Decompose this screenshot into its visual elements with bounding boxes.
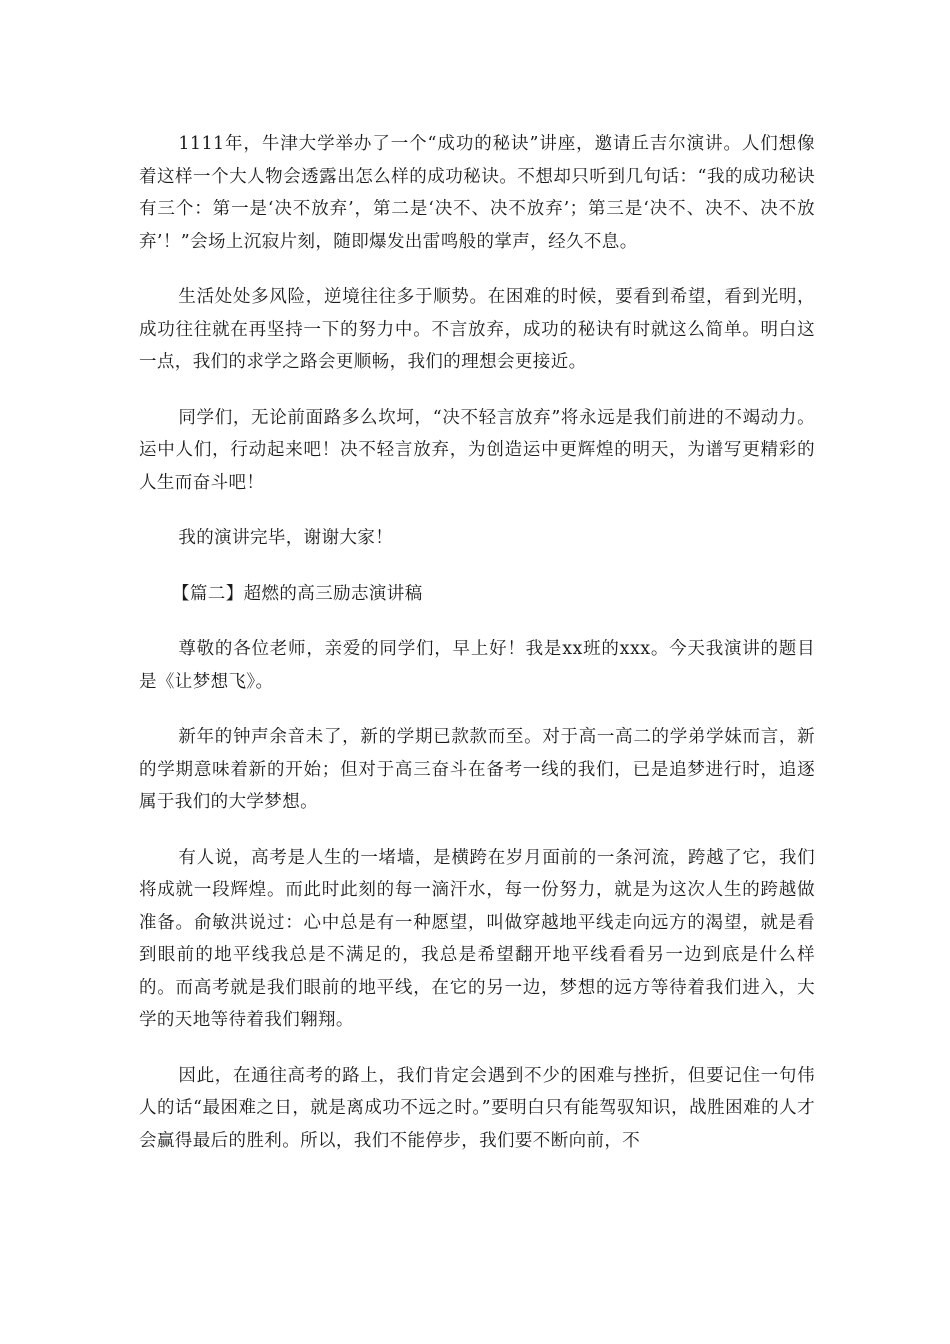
paragraph-gaokao-horizon: 有人说，高考是人生的一堵墙，是横跨在岁月面前的一条河流，跨越了它，我们将成就一段辉煌。而此时此刻的每一滴汗水，每一份努力，就是为这次人生的跨越做准备。俞敏洪说过：心中总是有一种愿望，叫做穿越地平线走向远方的渴望，就是看到眼前的地平线我总是不满足的，我总是希望翻开地平线看看另一边到底是什么样的。而高考就是我们眼前的地平线，在它的另一边，梦想的远方等待着我们进入，大学的天地等待着我们翱翔。 — [139, 847, 815, 1030]
paragraph-adversity: 生活处处多风险，逆境往往多于顺势。在困难的时候，要看到希望，看到光明，成功往往就在再坚持一下的努力中。不言放弃，成功的秘诀有时就这么简单。明白这一点，我们的求学之路会更顺畅，我们的理想会更接近。 — [139, 287, 815, 372]
document-body — [139, 128, 815, 1180]
section-heading: 【篇二】超燃的高三励志演讲稿 — [172, 583, 423, 604]
paragraph-new-semester: 新年的钟声余音未了，新的学期已款款而至。对于高一高二的学弟学妹而言，新的学期意味着新的开始；但对于高三奋斗在备考一线的我们，已是追梦进行时，追逐属于我们的大学梦想。 — [139, 727, 815, 812]
paragraph-never-give-up: 同学们，无论前面路多么坎坷，“决不轻言放弃”将永远是我们前进的不竭动力。运中人们，行动起来吧！决不轻言放弃，为创造运中更辉煌的明天，为谱写更精彩的人生而奋斗吧！ — [139, 407, 815, 493]
paragraph-difficulties: 因此，在通往高考的路上，我们肯定会遇到不少的困难与挫折，但要记住一句伟人的话“最困难之日，就是离成功不远之时。”要明白只有能驾驭知识，战胜困难的人才会赢得最后的胜利。所以，我们不能停步，我们要不断向前，不 — [139, 1065, 815, 1151]
paragraph-churchill-story: 1111年，牛津大学举办了一个“成功的秘诀”讲座，邀请丘吉尔演讲。人们想像着这样一个大人物会透露出怎么样的成功秘诀。不想却只听到几句话：“我的成功秘诀有三个：第一是‘决不放弃’，第二是‘决不、决不放弃’；第三是‘决不、决不、决不放弃’！”会场上沉寂片刻，随即爆发出雷鸣般的掌声，经久不息。 — [139, 134, 815, 252]
paragraph-closing: 我的演讲完毕，谢谢大家！ — [178, 528, 394, 548]
paragraph-greeting: 尊敬的各位老师，亲爱的同学们，早上好！我是xx班的xxx。今天我演讲的题目是《让梦想飞》。 — [139, 639, 815, 692]
